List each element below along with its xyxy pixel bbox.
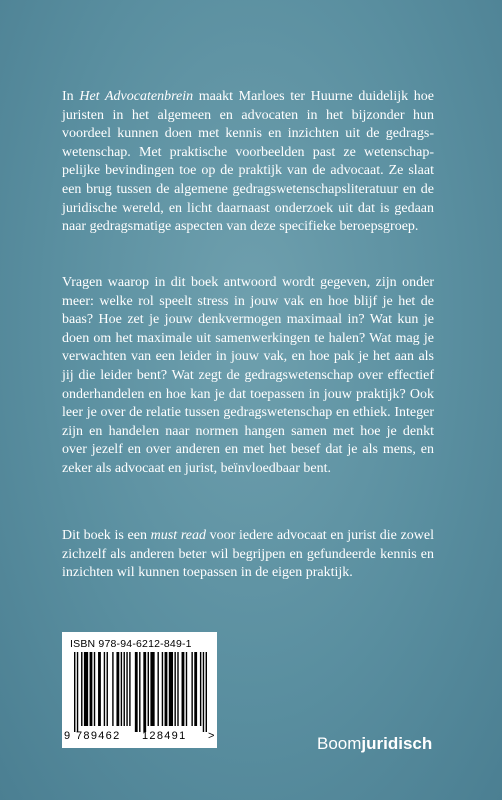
barcode-bar <box>135 652 138 732</box>
barcode-bar <box>107 652 108 726</box>
barcode-bar <box>81 652 82 726</box>
barcode-bar <box>126 652 127 726</box>
barcode-bar <box>104 652 105 726</box>
barcode-quiet-mark: > <box>208 730 215 742</box>
p3-prefix: Dit boek is een <box>62 528 151 543</box>
isbn-label: ISBN 978-94-6212-849-1 <box>70 638 192 650</box>
barcode-bars <box>74 652 207 732</box>
barcode-bar <box>129 652 130 726</box>
barcode-bar <box>191 652 192 726</box>
book-title-italic: Het Advocatenbrein <box>79 89 194 104</box>
barcode-bar <box>150 652 154 726</box>
p2-text: Vragen waarop in dit boek antwoord wordt gegeven, zijn onder meer: welke rol speelt stress in jouw vak en hoe blijf je het de baas? Hoe zet je jouw denkvermogen maximaal in? Wat kun je doen om het maximale uit samenwerkingen te halen? Wat mag je verwachten van een leider in jouw vak, en hoe pak je het aan als jij die leider bent? Wat zegt de gedragswetenschap over effectief onderhandelen en hoe kan je dat toepassen in jouw praktijk? Ook leer je over de relatie tussen gedragswetenschap en ethiek. Integer zijn en handelen naar normen hangen samen met hoe je denkt over jezelf en over anderen en met het besef dat je als mens, en zeker als advocaat en jurist, beïnvloedbaar bent. <box>62 275 434 476</box>
barcode-bar <box>74 652 75 732</box>
barcode-bar <box>177 652 178 726</box>
barcode-bar <box>84 652 88 726</box>
p3-text: voor iedere advocaat en jurist die zowel zichzelf als anderen beter wil begrijpen en gefundeerde kennis en inzichten wil kunnen toepassen in de eigen praktijk. <box>62 528 434 581</box>
publisher-word-juridisch: juridisch <box>361 734 433 753</box>
barcode-bar <box>206 652 207 732</box>
barcode-bar <box>157 652 158 726</box>
blurb-paragraph-3 <box>62 527 434 583</box>
blurb-paragraph-1 <box>62 88 434 237</box>
barcode-bar <box>203 652 204 732</box>
barcode-bar <box>182 652 185 726</box>
barcode-bar <box>194 652 197 726</box>
p1-prefix: In <box>62 89 80 104</box>
barcode-bar <box>174 652 175 726</box>
must-read-italic: must read <box>150 528 206 543</box>
barcode-digit-first: 9 <box>64 730 71 742</box>
barcode-bar <box>169 652 173 726</box>
barcode-bar <box>200 652 201 726</box>
publisher-logo <box>317 734 432 754</box>
barcode-bar <box>139 652 140 732</box>
barcode-bar <box>90 652 93 726</box>
barcode-bar <box>186 652 187 726</box>
barcode-digits-left: 789462 <box>76 730 121 742</box>
barcode-digits-right: 128491 <box>142 730 187 742</box>
barcode-bar <box>121 652 122 726</box>
barcode-bar <box>148 652 149 726</box>
barcode-bar <box>112 652 113 726</box>
barcode-bar <box>116 652 119 726</box>
barcode-bar <box>143 652 146 732</box>
barcode-bar <box>94 652 95 726</box>
barcode-bar <box>165 652 168 726</box>
barcode-bar <box>162 652 163 726</box>
p1-text: maakt Marloes ter Huurne duidelijk hoe juristen in het algemeen en advocaten in het bijzonder hun voordeel kunnen doen met kennis en inzichten uit de gedragswetenschap. Met praktische voorbeelden past ze wetenschappelijke bevindingen toe op de praktijk van de advocaat. Ze slaat een brug tussen de algemene gedragswetenschapsliteratuur en de juridische wereld, en licht daarnaast onderzoek uit dat is gedaan naar gedragsmatige aspecten van deze specifieke beroepsgroep. <box>62 89 434 235</box>
isbn-barcode <box>62 632 217 748</box>
barcode-bar <box>98 652 101 726</box>
publisher-word-boom: Boom <box>317 734 362 753</box>
barcode-bar <box>124 652 125 726</box>
barcode-bar <box>77 652 78 732</box>
blurb-paragraph-2 <box>62 274 434 479</box>
